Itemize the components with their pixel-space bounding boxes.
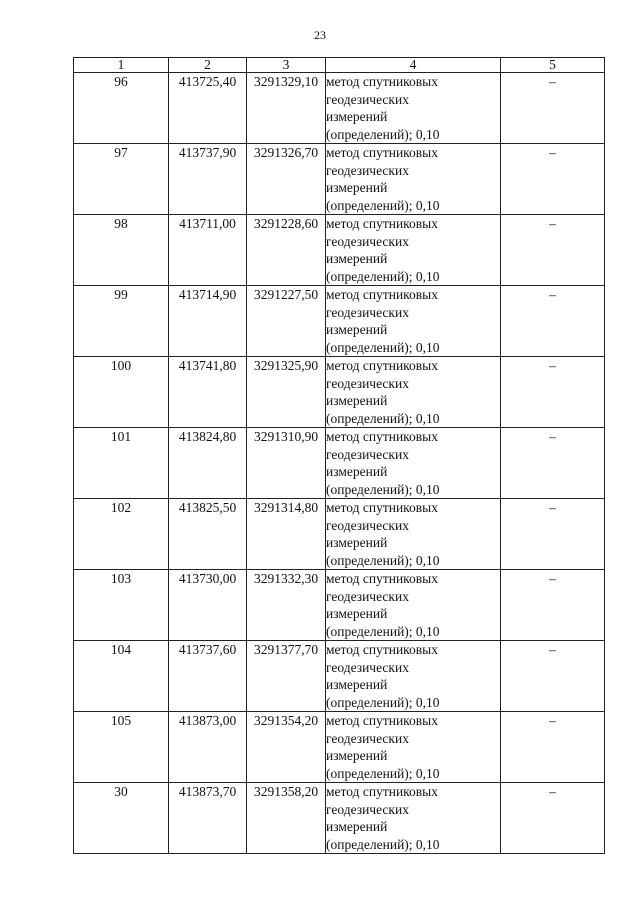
y-coordinate-cell: 3291354,20	[247, 712, 326, 783]
note-cell: –	[501, 73, 605, 144]
method-cell	[326, 641, 501, 712]
method-line: (определений); 0,10	[326, 126, 440, 142]
note-cell: –	[501, 428, 605, 499]
point-number-cell: 102	[74, 499, 169, 570]
method-line: геодезических	[326, 304, 409, 320]
x-coordinate-cell: 413730,00	[169, 570, 247, 641]
x-coordinate-cell: 413737,90	[169, 144, 247, 215]
method-line: измерений	[326, 251, 388, 266]
table-row	[74, 73, 605, 144]
table-row	[74, 144, 605, 215]
x-coordinate-cell: 413737,60	[169, 641, 247, 712]
method-line: геодезических	[326, 588, 409, 604]
table-row	[74, 357, 605, 428]
column-header: 4	[326, 58, 501, 73]
note-cell: –	[501, 357, 605, 428]
method-line: (определений); 0,10	[326, 765, 440, 781]
method-line: геодезических	[326, 801, 409, 817]
method-cell	[326, 357, 501, 428]
method-line: метод спутниковых	[326, 713, 438, 728]
note-cell: –	[501, 286, 605, 357]
method-line: метод спутниковых	[326, 287, 438, 302]
y-coordinate-cell: 3291358,20	[247, 783, 326, 854]
method-cell	[326, 428, 501, 499]
x-coordinate-cell: 413873,70	[169, 783, 247, 854]
x-coordinate-cell: 413725,40	[169, 73, 247, 144]
y-coordinate-cell: 3291325,90	[247, 357, 326, 428]
note-cell: –	[501, 712, 605, 783]
point-number-cell: 99	[74, 286, 169, 357]
y-coordinate-cell: 3291314,80	[247, 499, 326, 570]
method-line: измерений	[326, 109, 388, 124]
y-coordinate-cell: 3291332,30	[247, 570, 326, 641]
x-coordinate-cell: 413741,80	[169, 357, 247, 428]
y-coordinate-cell: 3291377,70	[247, 641, 326, 712]
method-line: метод спутниковых	[326, 145, 438, 160]
point-number-cell: 101	[74, 428, 169, 499]
method-line: геодезических	[326, 730, 409, 746]
method-line: (определений); 0,10	[326, 836, 440, 852]
column-header: 1	[74, 58, 169, 73]
method-cell	[326, 215, 501, 286]
method-line: геодезических	[326, 517, 409, 533]
method-line: (определений); 0,10	[326, 268, 440, 284]
method-line: геодезических	[326, 91, 409, 107]
method-line: измерений	[326, 180, 388, 195]
method-line: (определений); 0,10	[326, 339, 440, 355]
method-line: метод спутниковых	[326, 216, 438, 231]
method-line: измерений	[326, 748, 388, 763]
point-number-cell: 103	[74, 570, 169, 641]
method-line: (определений); 0,10	[326, 197, 440, 213]
table-row	[74, 783, 605, 854]
table-row	[74, 215, 605, 286]
coordinates-table	[73, 57, 605, 854]
method-line: геодезических	[326, 233, 409, 249]
note-cell: –	[501, 570, 605, 641]
x-coordinate-cell: 413824,80	[169, 428, 247, 499]
method-line: метод спутниковых	[326, 500, 438, 515]
x-coordinate-cell: 413714,90	[169, 286, 247, 357]
method-line: метод спутниковых	[326, 784, 438, 799]
point-number-cell: 105	[74, 712, 169, 783]
point-number-cell: 98	[74, 215, 169, 286]
method-cell	[326, 570, 501, 641]
y-coordinate-cell: 3291228,60	[247, 215, 326, 286]
method-line: измерений	[326, 393, 388, 408]
method-line: измерений	[326, 819, 388, 834]
point-number-cell: 30	[74, 783, 169, 854]
table-row	[74, 641, 605, 712]
table-row	[74, 712, 605, 783]
method-line: (определений); 0,10	[326, 552, 440, 568]
method-cell	[326, 73, 501, 144]
method-cell	[326, 286, 501, 357]
y-coordinate-cell: 3291227,50	[247, 286, 326, 357]
method-line: метод спутниковых	[326, 429, 438, 444]
x-coordinate-cell: 413825,50	[169, 499, 247, 570]
method-line: измерений	[326, 677, 388, 692]
table-row	[74, 499, 605, 570]
table-row	[74, 570, 605, 641]
method-line: измерений	[326, 464, 388, 479]
method-cell	[326, 712, 501, 783]
method-line: геодезических	[326, 162, 409, 178]
point-number-cell: 97	[74, 144, 169, 215]
point-number-cell: 104	[74, 641, 169, 712]
y-coordinate-cell: 3291329,10	[247, 73, 326, 144]
method-cell	[326, 783, 501, 854]
note-cell: –	[501, 215, 605, 286]
y-coordinate-cell: 3291310,90	[247, 428, 326, 499]
method-line: измерений	[326, 606, 388, 621]
table-header-row	[74, 58, 605, 73]
note-cell: –	[501, 499, 605, 570]
method-cell	[326, 144, 501, 215]
table-row	[74, 286, 605, 357]
method-line: (определений); 0,10	[326, 410, 440, 426]
method-line: метод спутниковых	[326, 571, 438, 586]
method-line: метод спутниковых	[326, 642, 438, 657]
x-coordinate-cell: 413873,00	[169, 712, 247, 783]
method-line: измерений	[326, 322, 388, 337]
method-line: (определений); 0,10	[326, 694, 440, 710]
method-line: (определений); 0,10	[326, 481, 440, 497]
method-line: геодезических	[326, 375, 409, 391]
point-number-cell: 96	[74, 73, 169, 144]
note-cell: –	[501, 144, 605, 215]
table-row	[74, 428, 605, 499]
method-line: геодезических	[326, 446, 409, 462]
page-number: 23	[314, 28, 326, 42]
note-cell: –	[501, 641, 605, 712]
method-line: метод спутниковых	[326, 358, 438, 373]
method-line: (определений); 0,10	[326, 623, 440, 639]
y-coordinate-cell: 3291326,70	[247, 144, 326, 215]
column-header: 5	[501, 58, 605, 73]
method-line: измерений	[326, 535, 388, 550]
column-header: 3	[247, 58, 326, 73]
column-header: 2	[169, 58, 247, 73]
method-line: метод спутниковых	[326, 74, 438, 89]
x-coordinate-cell: 413711,00	[169, 215, 247, 286]
method-cell	[326, 499, 501, 570]
note-cell: –	[501, 783, 605, 854]
method-line: геодезических	[326, 659, 409, 675]
point-number-cell: 100	[74, 357, 169, 428]
